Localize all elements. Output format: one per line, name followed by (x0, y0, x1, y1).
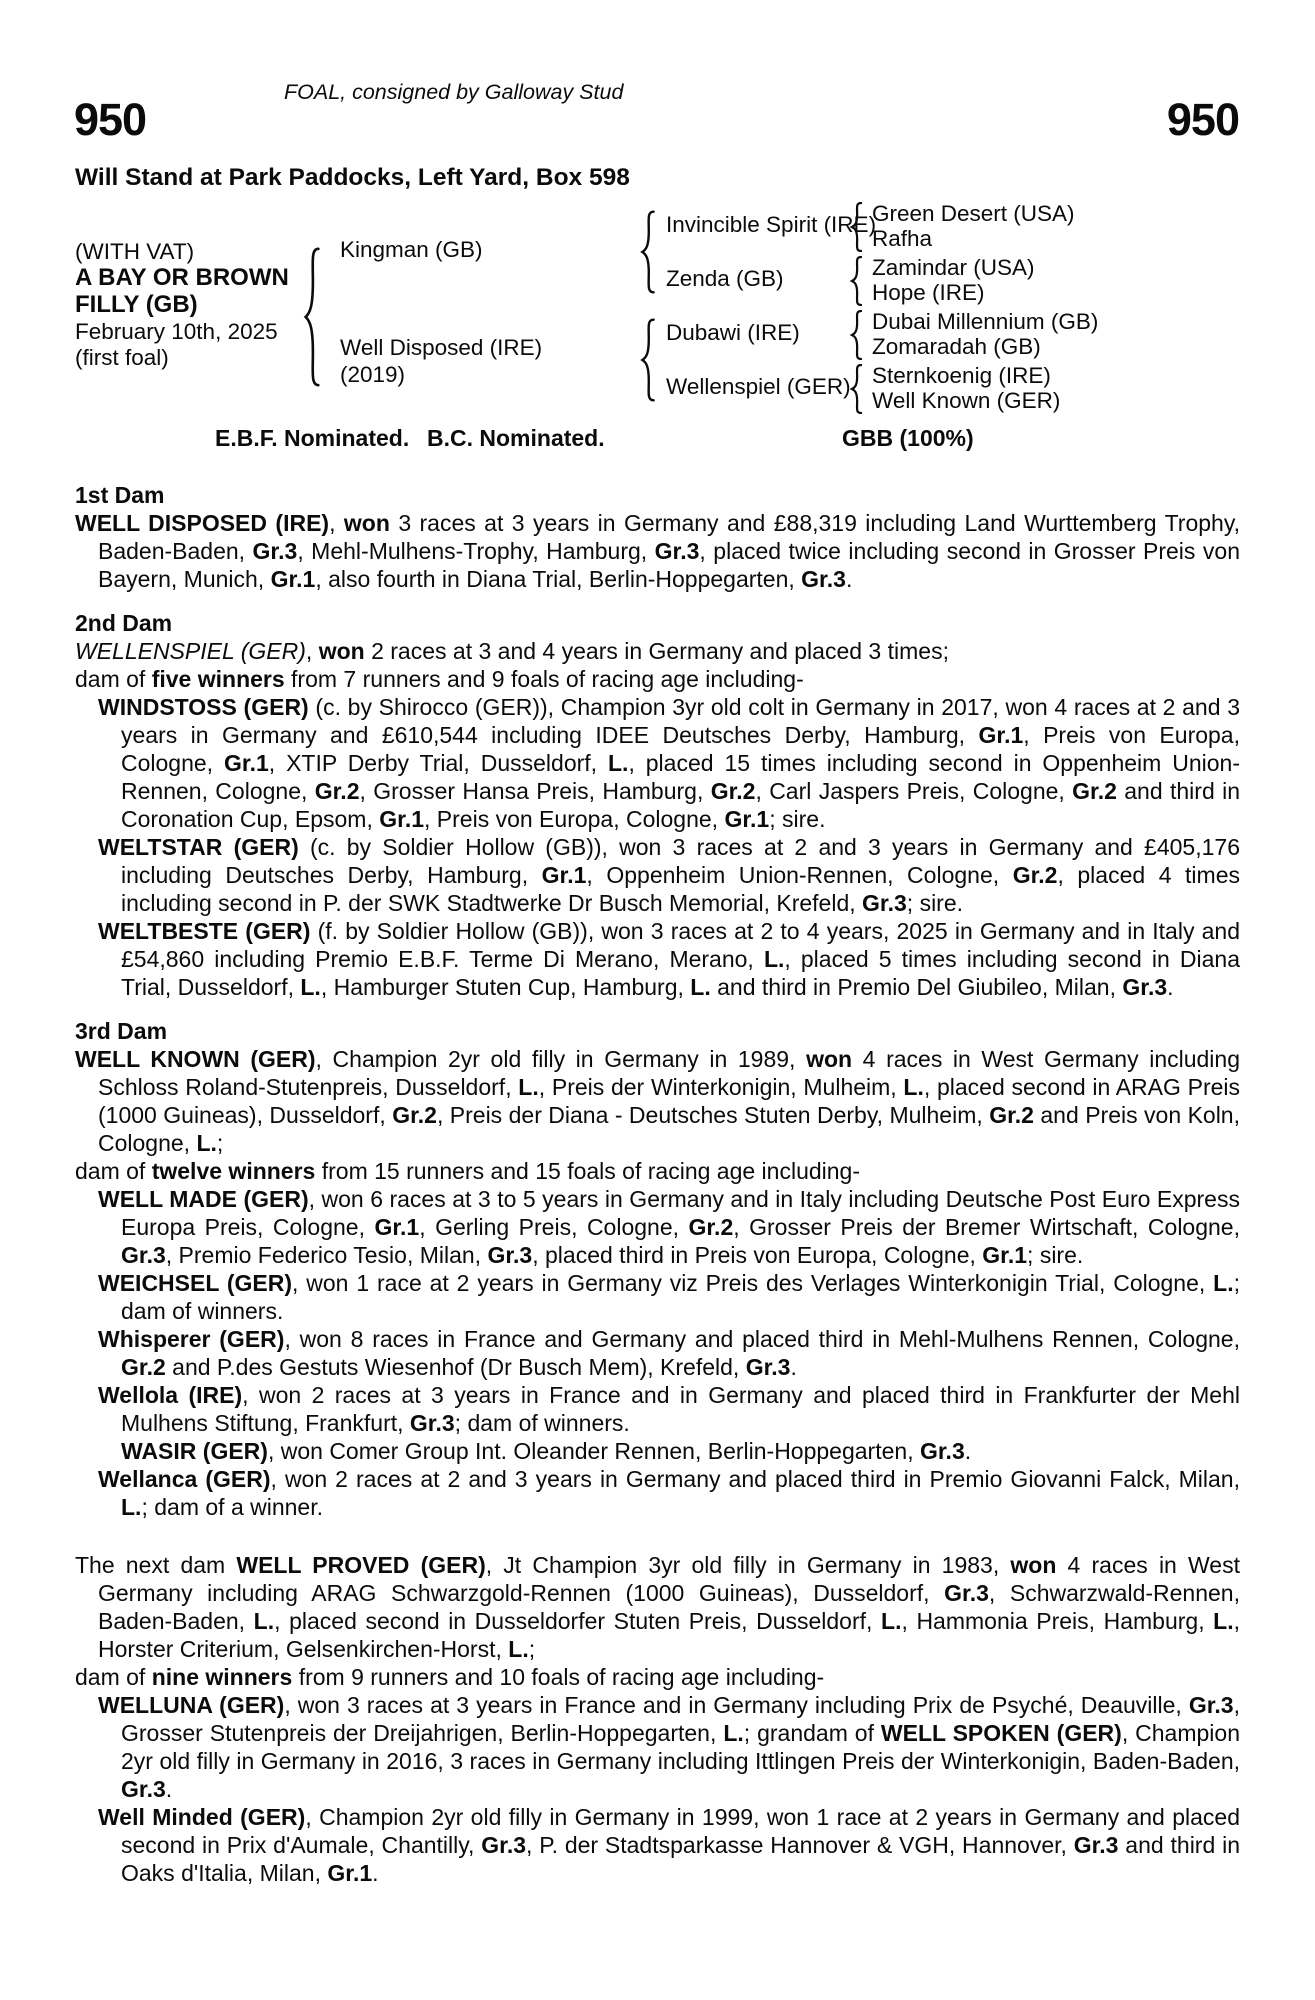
sire-name: Kingman (GB) (340, 237, 483, 262)
great-grandsire-name: Sternkoenig (IRE) (872, 363, 1051, 388)
offspring-entry-whisperer: Whisperer (GER), won 8 races in France and Germany and placed third in Mehl-Mulhens Rennen, Cologne, Gr.2 and P.des Gestuts Wiesenhof (Dr Busch Mem), Krefeld, Gr.3. (98, 1326, 1240, 1380)
dam-heading: 1st Dam (75, 482, 165, 508)
bc-nomination-badge: B.C. Nominated. (427, 425, 605, 451)
offspring-entry-wellanca: Wellanca (GER), won 2 races at 2 and 3 years in Germany and placed third in Premio Giovanni Falck, Milan, L.; dam of a winner. (98, 1466, 1240, 1520)
lot-number-left: 950 (74, 94, 147, 145)
consignor-line: FOAL, consigned by Galloway Stud (284, 80, 624, 104)
gbb-badge: GBB (100%) (842, 425, 974, 451)
great-granddam-name: Zomaradah (GB) (872, 334, 1041, 359)
pedigree-brace-icon (850, 364, 863, 414)
pedigree-brace-icon (850, 310, 863, 360)
dam-heading: 2nd Dam (75, 610, 173, 636)
dam-of-line: dam of nine winners from 9 runners and 10 foals of racing age including- (75, 1664, 825, 1690)
offspring-entry-wellola: Wellola (IRE), won 2 races at 3 years in France and in Germany and placed third in Frankfurter der Mehl Mulhens Stiftung, Frankfurt, Gr.3; dam of winners. (98, 1382, 1240, 1436)
ebf-nomination-badge: E.B.F. Nominated. (215, 425, 410, 451)
great-grandsire-name: Green Desert (USA) (872, 201, 1075, 226)
dam-record-wellenspiel: WELLENSPIEL (GER), won 2 races at 3 and 4 years in Germany and placed 3 times; (75, 638, 949, 664)
pedigree-brace-icon (640, 210, 656, 294)
third-dam-section (75, 1017, 1240, 1521)
dam-record-well-proved: The next dam WELL PROVED (GER), Jt Champion 3yr old filly in Germany in 1983, won 4 races in West Germany including ARAG Schwarzgold-Rennen (1000 Guineas), Dusseldorf, Gr.3, Schwarzwald-Rennen, Baden-Baden, L., placed second in Dusseldorfer Stuten Preis, Dusseldorf, L., Hammonia Preis, Hamburg, L., Horster Criterium, Gelsenkirchen-Horst, L.; (75, 1552, 1241, 1662)
offspring-entry-windstoss: WINDSTOSS (GER) (c. by Shirocco (GER)), Champion 3yr old colt in Germany in 2017, won 4 races at 2 and 3 years in Germany and £610,544 including IDEE Deutsches Derby, Hamburg, Gr.1, Preis von Europa, Cologne, Gr.1, XTIP Derby Trial, Dusseldorf, L., placed 15 times including second in Oppenheim Union-Rennen, Cologne, Gr.2, Grosser Hansa Preis, Hamburg, Gr.2, Carl Jaspers Preis, Cologne, Gr.2 and third in Coronation Cup, Epsom, Gr.1, Preis von Europa, Cologne, Gr.1; sire. (98, 694, 1240, 832)
dam-record-well-known: WELL KNOWN (GER), Champion 2yr old filly in Germany in 1989, won 4 races in West Germany including Schloss Roland-Stutenpreis, Dusseldorf, L., Preis der Winterkonigin, Mulheim, L., placed second in ARAG Preis (1000 Guineas), Dusseldorf, Gr.2, Preis der Diana - Deutsches Stuten Derby, Mulheim, Gr.2 and Preis von Koln, Cologne, L.; (75, 1046, 1240, 1156)
great-granddam-name: Well Known (GER) (872, 388, 1061, 413)
next-dam-section (75, 1551, 1240, 1887)
great-grandsire-name: Dubai Millennium (GB) (872, 309, 1099, 334)
great-granddam-name: Hope (IRE) (872, 280, 985, 305)
offspring-entry-wasir: WASIR (GER), won Comer Group Int. Oleander Rennen, Berlin-Hoppegarten, Gr.3. (121, 1438, 972, 1464)
sire-sire-name: Invincible Spirit (IRE) (666, 212, 877, 237)
offspring-entry-weltbeste: WELTBESTE (GER) (f. by Soldier Hollow (GB)), won 3 races at 2 to 4 years, 2025 in Germany and in Italy and £54,860 including Premio E.B.F. Terme Di Merano, Merano, L., placed 5 times including second in Diana Trial, Dusseldorf, L., Hamburger Stuten Cup, Hamburg, L. and third in Premio Del Giubileo, Milan, Gr.3. (98, 918, 1240, 1000)
dam-of-line: dam of twelve winners from 15 runners and 15 foals of racing age including- (75, 1158, 860, 1184)
dam-sire-name: Dubawi (IRE) (666, 320, 800, 345)
second-dam-section (75, 609, 1240, 1001)
lot-number-right: 950 (1166, 94, 1239, 145)
offspring-entry-weltstar: WELTSTAR (GER) (c. by Soldier Hollow (GB)), won 3 races at 2 and 3 years in Germany and £405,176 including Deutsches Derby, Hamburg, Gr.1, Oppenheim Union-Rennen, Cologne, Gr.2, placed 4 times including second in P. der SWK Stadtwerke Dr Busch Memorial, Krefeld, Gr.3; sire. (98, 834, 1240, 916)
pedigree-text-sections (75, 481, 1240, 1887)
subject-horse-name: A BAY OR BROWN FILLY (GB) (75, 264, 289, 318)
pedigree-brace-icon (640, 318, 656, 402)
vat-note: (WITH VAT) (75, 239, 195, 264)
dam-heading: 3rd Dam (75, 1018, 168, 1044)
foaling-date: February 10th, 2025 (75, 319, 278, 344)
offspring-entry-well-minded: Well Minded (GER), Champion 2yr old filly in Germany in 1999, won 1 race at 2 years in Germany and placed second in Prix d'Aumale, Chantilly, Gr.3, P. der Stadtsparkasse Hannover & VGH, Hannover, Gr.3 and third in Oaks d'Italia, Milan, Gr.1. (98, 1804, 1240, 1886)
stand-location-line: Will Stand at Park Paddocks, Left Yard, Box 598 (75, 164, 630, 191)
pedigree-brace-icon (303, 246, 321, 388)
offspring-entry-well-made: WELL MADE (GER), won 6 races at 3 to 5 years in Germany and in Italy including Deutsche Post Euro Express Europa Preis, Cologne, Gr.1, Gerling Preis, Cologne, Gr.2, Grosser Preis der Bremer Wirtschaft, Cologne, Gr.3, Premio Federico Tesio, Milan, Gr.3, placed third in Preis von Europa, Cologne, Gr.1; sire. (98, 1186, 1240, 1268)
catalogue-page-header (0, 0, 1315, 481)
offspring-entry-weichsel: WEICHSEL (GER), won 1 race at 2 years in Germany viz Preis des Verlages Winterkonigin Trial, Cologne, L.; dam of winners. (98, 1270, 1240, 1324)
sire-dam-name: Zenda (GB) (666, 266, 784, 291)
great-grandsire-name: Zamindar (USA) (872, 255, 1035, 280)
dam-name: Well Disposed (IRE) (340, 335, 543, 360)
dam-record-well-disposed: WELL DISPOSED (IRE), won 3 races at 3 years in Germany and £88,319 including Land Wurttemberg Trophy, Baden-Baden, Gr.3, Mehl-Mulhens-Trophy, Hamburg, Gr.3, placed twice including second in Grosser Preis von Bayern, Munich, Gr.1, also fourth in Diana Trial, Berlin-Hoppegarten, Gr.3. (75, 510, 1241, 592)
first-dam-section (75, 481, 1240, 593)
dam-year: (2019) (340, 362, 406, 387)
first-foal-note: (first foal) (75, 345, 169, 370)
offspring-entry-welluna: WELLUNA (GER), won 3 races at 3 years in France and in Germany including Prix de Psyché, Deauville, Gr.3, Grosser Stutenpreis der Dreijahrigen, Berlin-Hoppegarten, L.; grandam of WELL SPOKEN (GER), Champion 2yr old filly in Germany in 2016, 3 races in Germany including Ittlingen Preis der Winterkonigin, Baden-Baden, Gr.3. (98, 1692, 1240, 1802)
great-granddam-name: Rafha (872, 226, 933, 251)
dam-dam-name: Wellenspiel (GER) (666, 374, 851, 399)
pedigree-brace-icon (850, 202, 863, 252)
dam-of-line: dam of five winners from 7 runners and 9 foals of racing age including- (75, 666, 804, 692)
pedigree-brace-icon (850, 256, 863, 306)
